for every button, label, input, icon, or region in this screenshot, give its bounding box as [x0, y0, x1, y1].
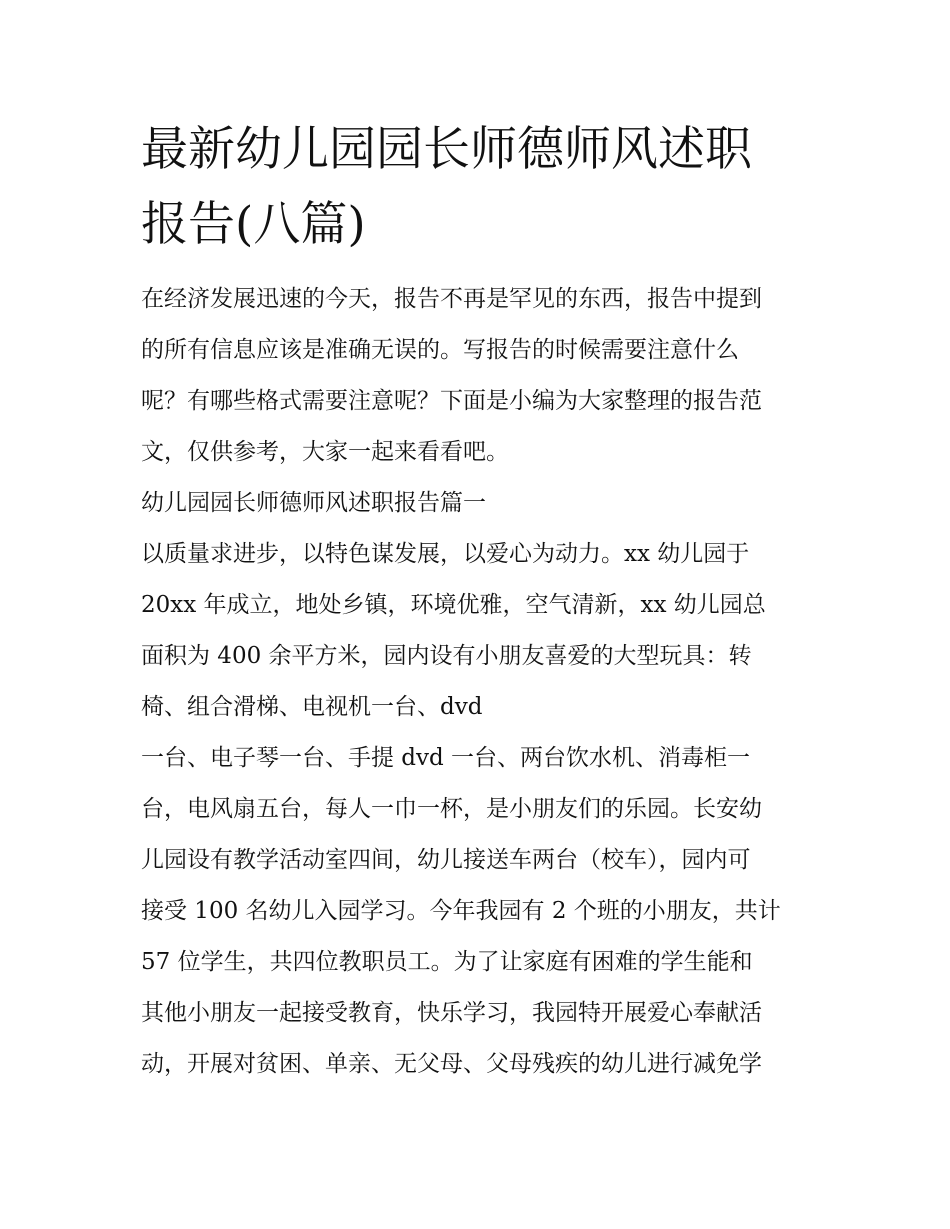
intro-paragraph — [141, 274, 821, 478]
body-line: 椅、组合滑梯、电视机一台、dvd — [141, 694, 483, 720]
title-line: 最新幼儿园园长师德师风述职 — [141, 122, 752, 177]
body-line: 以质量求进步，以特色谋发展，以爱心为动力。xx 幼儿园于 — [141, 541, 750, 567]
body-line: 面积为 400 余平方米，园内设有小朋友喜爱的大型玩具：转 — [141, 643, 752, 669]
body-line: 儿园设有教学活动室四间，幼儿接送车两台（校车），园内可 — [141, 847, 751, 873]
body-line: 台，电风扇五台，每人一巾一杯，是小朋友们的乐园。长安幼 — [141, 796, 762, 822]
body-line: 其他小朋友一起接受教育，快乐学习，我园特开展爱心奉献活 — [141, 1000, 762, 1026]
intro-line: 呢？有哪些格式需要注意呢？下面是小编为大家整理的报告范 — [141, 388, 762, 414]
body-line: 接受 100 名幼儿入园学习。今年我园有 2 个班的小朋友，共计 — [141, 898, 781, 924]
body-paragraph — [141, 529, 821, 1090]
body-line: 57 位学生，共四位教职员工。为了让家庭有困难的学生能和 — [141, 949, 753, 975]
intro-line: 在经济发展迅速的今天，报告不再是罕见的东西，报告中提到 — [141, 286, 762, 312]
document-title — [141, 112, 821, 262]
intro-line: 文，仅供参考，大家一起来看看吧。 — [141, 439, 509, 465]
title-line: 报告(八篇) — [141, 197, 366, 252]
body-line: 20xx 年成立，地处乡镇，环境优雅，空气清新，xx 幼儿园总 — [141, 592, 766, 618]
body-line: 动，开展对贫困、单亲、无父母、父母残疾的幼儿进行减免学 — [141, 1051, 762, 1077]
body-line: 一台、电子琴一台、手提 dvd 一台、两台饮水机、消毒柜一 — [141, 745, 751, 771]
document-content — [141, 112, 821, 1090]
intro-line: 的所有信息应该是准确无误的。写报告的时候需要注意什么 — [141, 337, 739, 363]
section-heading: 幼儿园园长师德师风述职报告篇一 — [141, 490, 486, 516]
